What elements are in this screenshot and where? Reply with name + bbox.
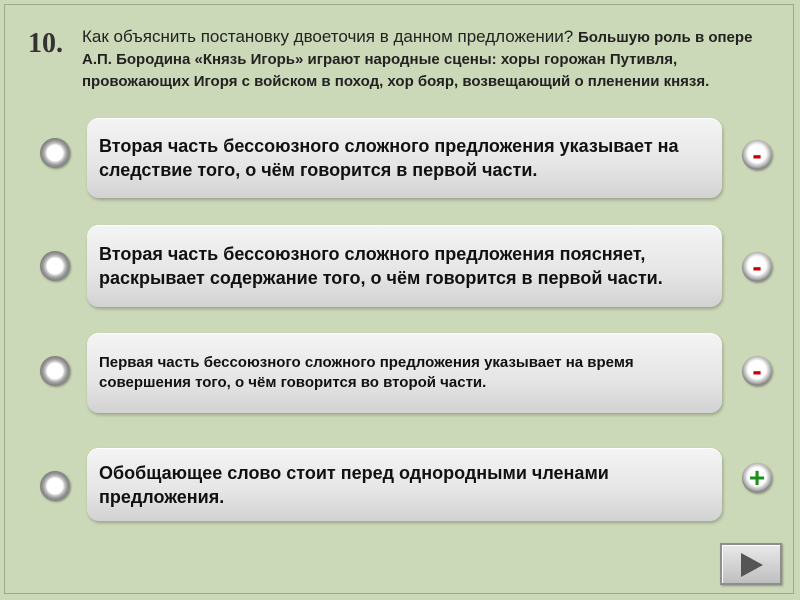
option-3-result-mark [742,356,772,386]
option-3-radio[interactable] [40,356,70,386]
option-2-result-mark [742,252,772,282]
answer-option-3[interactable] [87,333,722,413]
plus-icon: + [748,462,766,493]
minus-icon: - [752,251,762,282]
play-arrow-icon [741,553,763,577]
answer-option-4-text: Обобщающее слово стоит перед однородными членами предложения. [99,462,609,507]
next-button[interactable] [720,543,782,585]
option-1-radio[interactable] [40,138,70,168]
option-4-result-mark [742,463,772,493]
answer-option-1-text: Вторая часть бессоюзного сложного предложения указывает на следствие того, о чём говорится в первой части. [99,136,679,180]
option-4-radio[interactable] [40,471,70,501]
option-1-result-mark [742,140,772,170]
question-text [82,26,772,92]
option-2-radio[interactable] [40,251,70,281]
answer-option-2[interactable] [87,225,722,307]
answer-option-3-text: Первая часть бессоюзного сложного предложения указывает на время совершения того, о чём говорится во второй части. [99,354,634,391]
answer-option-4[interactable] [87,448,722,521]
minus-icon: - [752,139,762,170]
answer-option-2-text: Вторая часть бессоюзного сложного предложения поясняет, раскрывает содержание того, о чём говорится в первой части. [99,244,663,288]
question-sentence: Большую роль в опере А.П. Бородина «Князь Игорь» играют народные сцены: хоры горожан Путивля, провожающих Игоря с войском в поход, хор бояр, возвещающий о пленении князя. [82,29,753,90]
answer-option-1[interactable] [87,118,722,198]
minus-icon: - [752,355,762,386]
question-number: 10. [28,28,63,59]
question-prompt: Как объяснить постановку двоеточия в данном предложении? [82,27,574,46]
